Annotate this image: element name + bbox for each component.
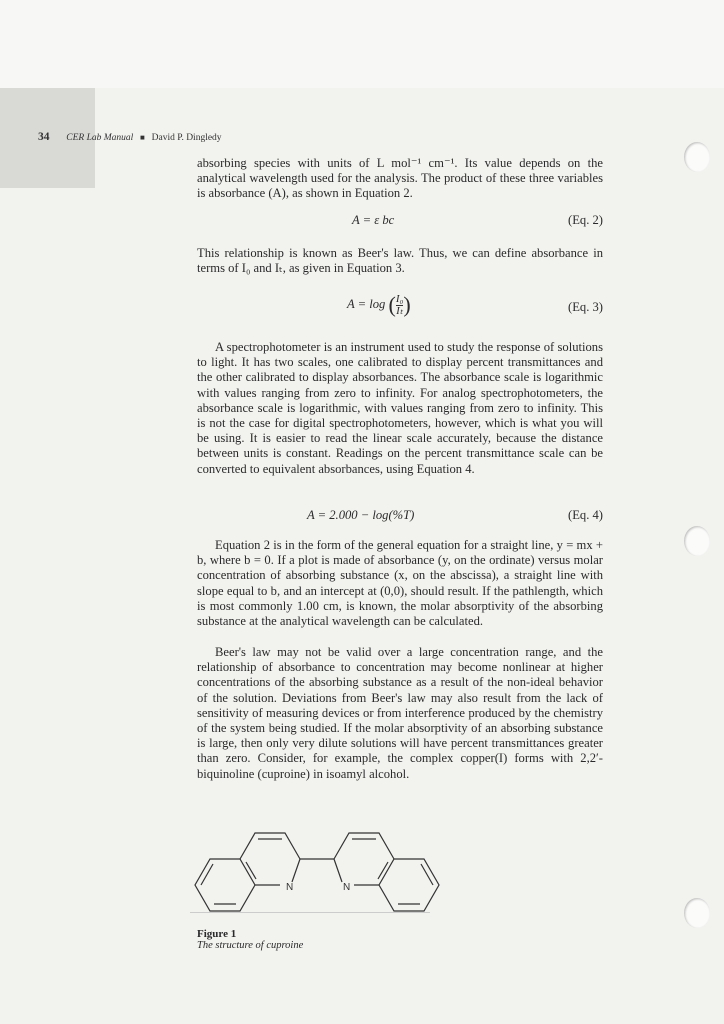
figure-divider [190,912,430,913]
equation-expression: A = ε bc [352,213,395,227]
numerator: I₀ [395,292,404,305]
equation-lhs: A = log [347,296,386,311]
equation-label: (Eq. 3) [568,300,603,314]
equation-expression: A = log ( $\frac{\text{I₀}}{\text{Iₜ}}$ ) [347,292,411,317]
figure-title: Figure 1 [197,928,237,940]
paragraph-text: This relationship is known as Beer's law. Thus, we can define absorbance in terms of I₀ and Iₜ, as given in Equation 3. [197,246,603,276]
equation-expression: A = 2.000 − log(%T) [307,508,415,522]
separator: ■ [140,133,145,142]
figure-caption [197,928,303,951]
left-benzene-ring [195,859,255,911]
equation-label: (Eq. 4) [568,508,603,522]
equation-label: (Eq. 2) [568,213,603,227]
figure-caption-text: The structure of cuproine [197,940,304,951]
nitrogen-atom-left: N [286,882,294,893]
paragraph-text: A spectrophotometer is an instrument used to study the response of solutions to light. It has two scales, one calibrated to display percent transmittances and the other calibrated to display absorbances. The absorbance scale is logarithmic with values ranging from zero to infinity. For analog spectrophotometers, the absorbance scale is logarithmic, with values ranging from zero to infinity. This is not the case for digital spectrophotometers, however, which is what you will be using. It is easier to read the linear scale accurately, because the distance between units is constant. Readings on the percent transmittance scale can be converted to equivalent absorbances, using Equation 4. [197,340,603,476]
right-benzene-ring [379,859,439,911]
denominator: Iₜ [396,304,404,317]
page-number: 34 [38,131,50,143]
author: David P. Dingledy [151,133,222,143]
nitrogen-atom-right: N [343,882,351,893]
paragraph-text: Beer's law may not be valid over a large concentration range, and the relationship of absorbance to concentration may become nonlinear at higher concentrations of the absorbing substance as a result of the non-ideal behavior of the solution. Deviations from Beer's law may also result from the lack of sensitivity of measuring devices or from interference produced by the chemistry of the system being studied. If the molar absorptivity of an absorbing substance is large, then only very dilute solutions will have percent transmittances greater than zero. Consider, for example, the complex copper(I) forms with 2,2′-biquinoline (cuproine) in isoamyl alcohol. [197,645,603,781]
paragraph-text: Equation 2 is in the form of the general equation for a straight line, y = mx + b, where b = 0. If a plot is made of absorbance (y, on the ordinate) versus molar concentration of absorbing substance (x, on the abscissa), a straight line with slope equal to b, and an intercept at (0,0), should result. If the pathlength, which is most commonly 1.00 cm, is known, the molar absorptivity of the absorbing substance at the analytical wavelength can be calculated. [197,538,603,629]
book-title: CER Lab Manual [66,133,134,143]
paragraph-text: absorbing species with units of L mol⁻¹ cm⁻¹. Its value depends on the analytical wavelength used for the analysis. The product of these three variables is absorbance (A), as shown in Equation 2. [197,156,603,201]
